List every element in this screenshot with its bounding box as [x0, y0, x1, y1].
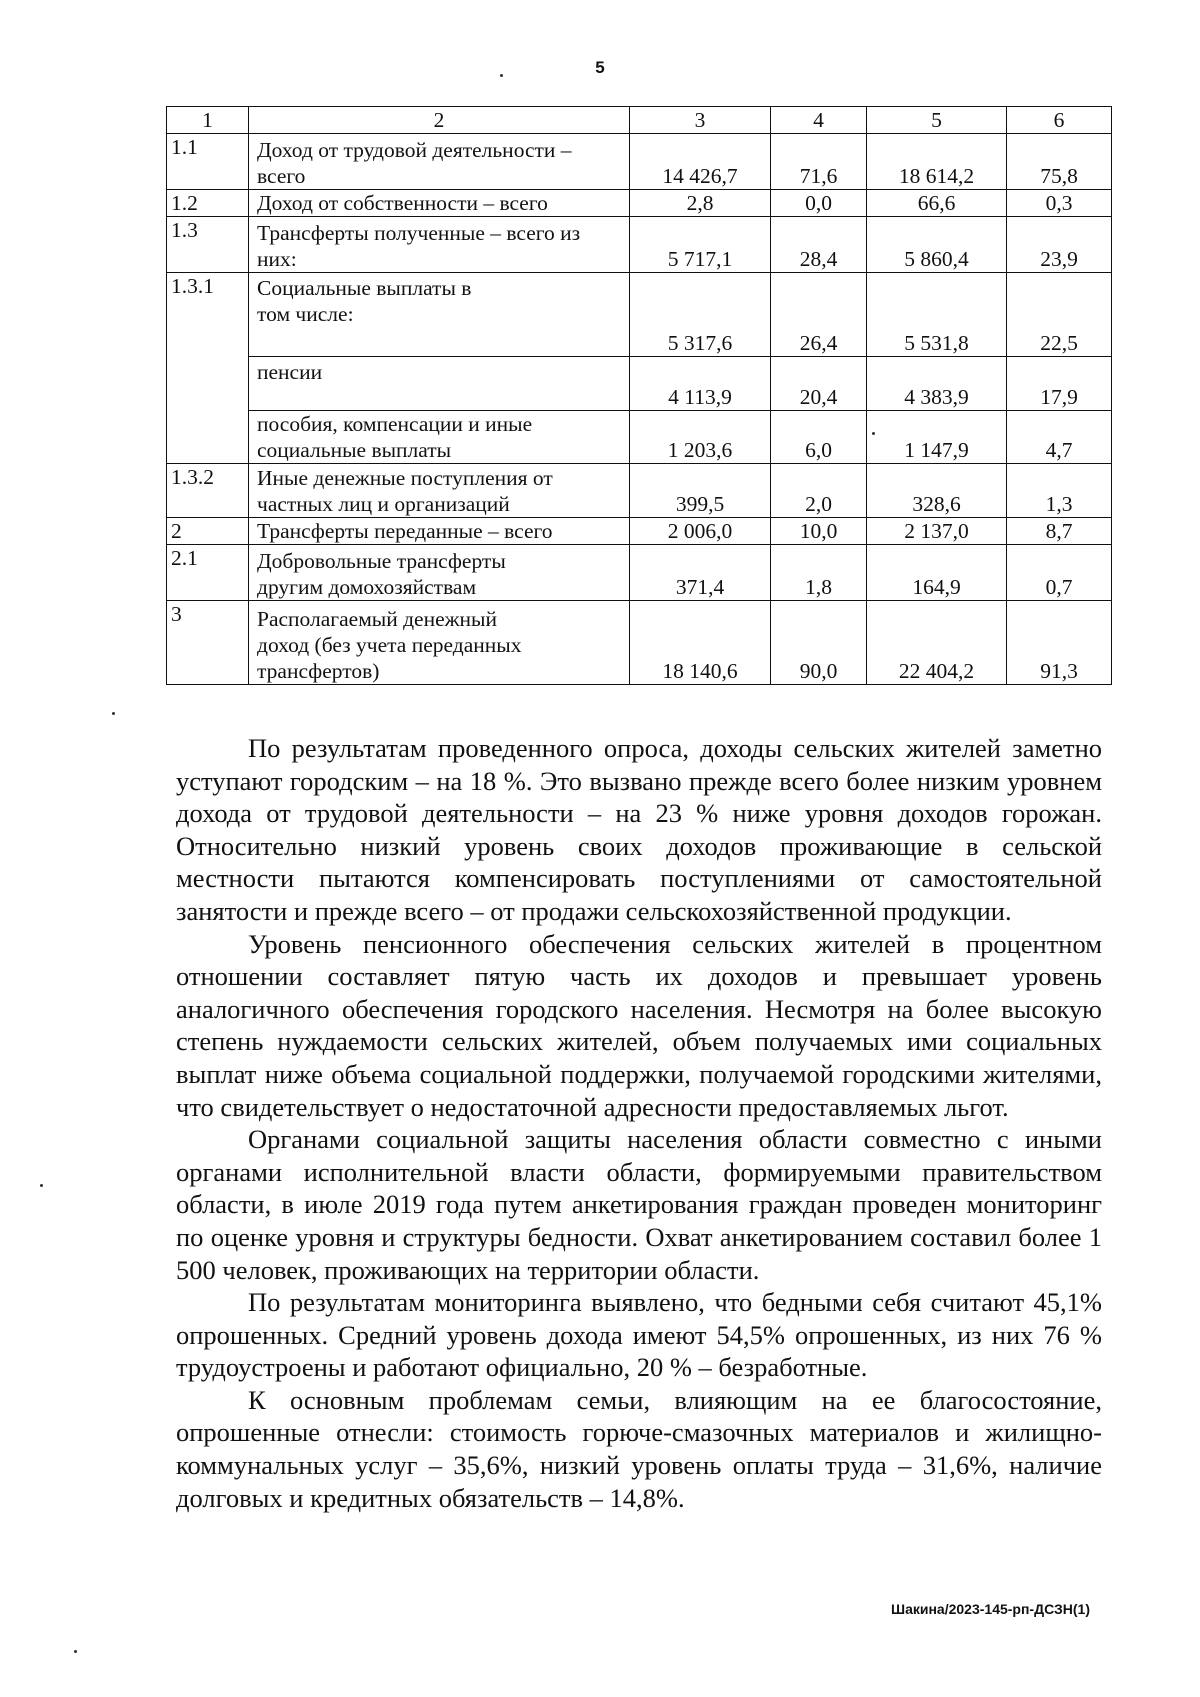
- row-value-c6: 4,7: [1007, 411, 1112, 464]
- row-value-c4: 6,0: [771, 411, 867, 464]
- row-label-text: Социальные выплаты в том числе:: [257, 276, 472, 326]
- scan-speck: [74, 1650, 77, 1653]
- row-value-c4: 2,0: [771, 464, 867, 518]
- row-value-c3: 5 717,1: [630, 217, 771, 273]
- row-label-text: Располагаемый денежный доход (без учета переданных трансфертов): [257, 607, 522, 683]
- table-row: [167, 357, 1112, 411]
- table-header-cell: 1: [167, 107, 249, 134]
- table-row: [167, 273, 1112, 357]
- row-value-c5: 164,9: [867, 545, 1007, 601]
- row-value-c3: 2 006,0: [630, 518, 771, 545]
- paragraph: По результатам мониторинга выявлено, что бедными себя считают 45,1% опрошенных. Средний уровень дохода имеют 54,5% опрошенных, из них 76 % трудоустроены и работают официально, 20 % – безработные.: [176, 1287, 1102, 1383]
- row-label: [249, 273, 630, 357]
- row-label: пособия, компенсации и иные социальные выплаты: [249, 411, 630, 464]
- row-code: 2: [167, 518, 249, 545]
- table-header-row: [167, 107, 1112, 134]
- row-value-c4: 0,0: [771, 190, 867, 217]
- row-value-c6: 75,8: [1007, 134, 1112, 190]
- row-label: Трансферты переданные – всего: [249, 518, 630, 545]
- row-value-c5: 66,6: [867, 190, 1007, 217]
- table-row: [167, 518, 1112, 545]
- row-value-c3: 18 140,6: [630, 601, 771, 685]
- table-header-cell: 6: [1007, 107, 1112, 134]
- row-value-c6: 23,9: [1007, 217, 1112, 273]
- row-value-c5: 4 383,9: [867, 357, 1007, 411]
- row-value-c4: 90,0: [771, 601, 867, 685]
- row-value-c6: 8,7: [1007, 518, 1112, 545]
- scan-speck: [500, 74, 503, 77]
- table-header-cell: 4: [771, 107, 867, 134]
- row-code: 1.1: [167, 134, 249, 190]
- row-value-c6: 22,5: [1007, 273, 1112, 357]
- row-value-c5: 2 137,0: [867, 518, 1007, 545]
- table-row: [167, 134, 1112, 190]
- row-value-c6: 0,3: [1007, 190, 1112, 217]
- scan-speck: [40, 1184, 43, 1187]
- row-value-c3: 371,4: [630, 545, 771, 601]
- row-value-c4: 26,4: [771, 273, 867, 357]
- row-label: [249, 601, 630, 685]
- document-stamp: Шакина/2023-145-рп-ДСЗН(1): [891, 1601, 1090, 1617]
- row-value-c3: 399,5: [630, 464, 771, 518]
- row-label-text: Добровольные трансферты другим домохозяйствам: [257, 549, 506, 599]
- row-code: 3: [167, 601, 249, 685]
- row-code: 1.3.2: [167, 464, 249, 518]
- table-row: [167, 411, 1112, 464]
- row-label: [249, 545, 630, 601]
- table-row: [167, 217, 1112, 273]
- row-value-c5: 1 147,9: [867, 411, 1007, 464]
- row-value-c6: 17,9: [1007, 357, 1112, 411]
- row-label: Трансферты полученные – всего из них:: [249, 217, 630, 273]
- row-code: 1.2: [167, 190, 249, 217]
- scan-speck: [112, 712, 115, 715]
- row-code: 1.3: [167, 217, 249, 273]
- income-table: [166, 106, 1112, 685]
- table-header-cell: 3: [630, 107, 771, 134]
- row-value-c3: 14 426,7: [630, 134, 771, 190]
- row-value-c5: 22 404,2: [867, 601, 1007, 685]
- row-label: пенсии: [249, 357, 630, 411]
- page-number: 5: [595, 58, 605, 77]
- row-label: Доход от трудовой деятельности – всего: [249, 134, 630, 190]
- scan-speck: [872, 432, 875, 435]
- row-value-c5: 5 531,8: [867, 273, 1007, 357]
- row-value-c5: 18 614,2: [867, 134, 1007, 190]
- row-value-c5: 5 860,4: [867, 217, 1007, 273]
- row-value-c3: 5 317,6: [630, 273, 771, 357]
- table-header-cell: 5: [867, 107, 1007, 134]
- table-row: [167, 601, 1112, 685]
- row-code: 1.3.1: [167, 273, 249, 464]
- row-value-c3: 1 203,6: [630, 411, 771, 464]
- table-row: [167, 545, 1112, 601]
- row-value-c6: 91,3: [1007, 601, 1112, 685]
- row-value-c4: 1,8: [771, 545, 867, 601]
- row-value-c3: 4 113,9: [630, 357, 771, 411]
- paragraph: По результатам проведенного опроса, доходы сельских жителей заметно уступают городским – на 18 %. Это вызвано прежде всего более низким уровнем дохода от трудовой деятельности – на 23 % ниже уровня доходов горожан. Относительно низкий уровень своих доходов проживающие в сельской местности пытаются компенсировать поступлениями от самостоятельной занятости и прежде всего – от продажи сельскохозяйственной продукции.: [176, 733, 1102, 926]
- row-value-c4: 28,4: [771, 217, 867, 273]
- row-value-c4: 71,6: [771, 134, 867, 190]
- paragraph: Органами социальной защиты населения области совместно с иными органами исполнительной власти области, формируемыми правительством области, в июле 2019 года путем анкетирования граждан проведен мониторинг по оценке уровня и структуры бедности. Охват анкетированием составил более 1 500 человек, проживающих на территории области.: [176, 1124, 1102, 1285]
- row-value-c4: 20,4: [771, 357, 867, 411]
- row-label: Доход от собственности – всего: [249, 190, 630, 217]
- row-value-c5: 328,6: [867, 464, 1007, 518]
- table-row: [167, 464, 1112, 518]
- row-value-c6: 1,3: [1007, 464, 1112, 518]
- row-value-c6: 0,7: [1007, 545, 1112, 601]
- body-text: [176, 732, 1102, 1514]
- paragraph: Уровень пенсионного обеспечения сельских жителей в процентном отношении составляет пятую часть их доходов и превышает уровень аналогичного обеспечения городского населения. Несмотря на более высокую степень нуждаемости сельских жителей, объем получаемых ими социальных выплат ниже объема социальной поддержки, получаемой городскими жителями, что свидетельствует о недостаточной адресности предоставляемых льгот.: [176, 928, 1102, 1122]
- table-row: [167, 190, 1112, 217]
- row-code: 2.1: [167, 545, 249, 601]
- paragraph: К основным проблемам семьи, влияющим на ее благосостояние, опрошенные отнесли: стоимость горюче-смазочных материалов и жилищно-коммунальных услуг – 35,6%, низкий уровень оплаты труда – 31,6%, наличие долговых и кредитных обязательств – 14,8%.: [176, 1384, 1102, 1513]
- table-header-cell: 2: [249, 107, 630, 134]
- row-value-c4: 10,0: [771, 518, 867, 545]
- row-value-c3: 2,8: [630, 190, 771, 217]
- row-label: Иные денежные поступления от частных лиц и организаций: [249, 464, 630, 518]
